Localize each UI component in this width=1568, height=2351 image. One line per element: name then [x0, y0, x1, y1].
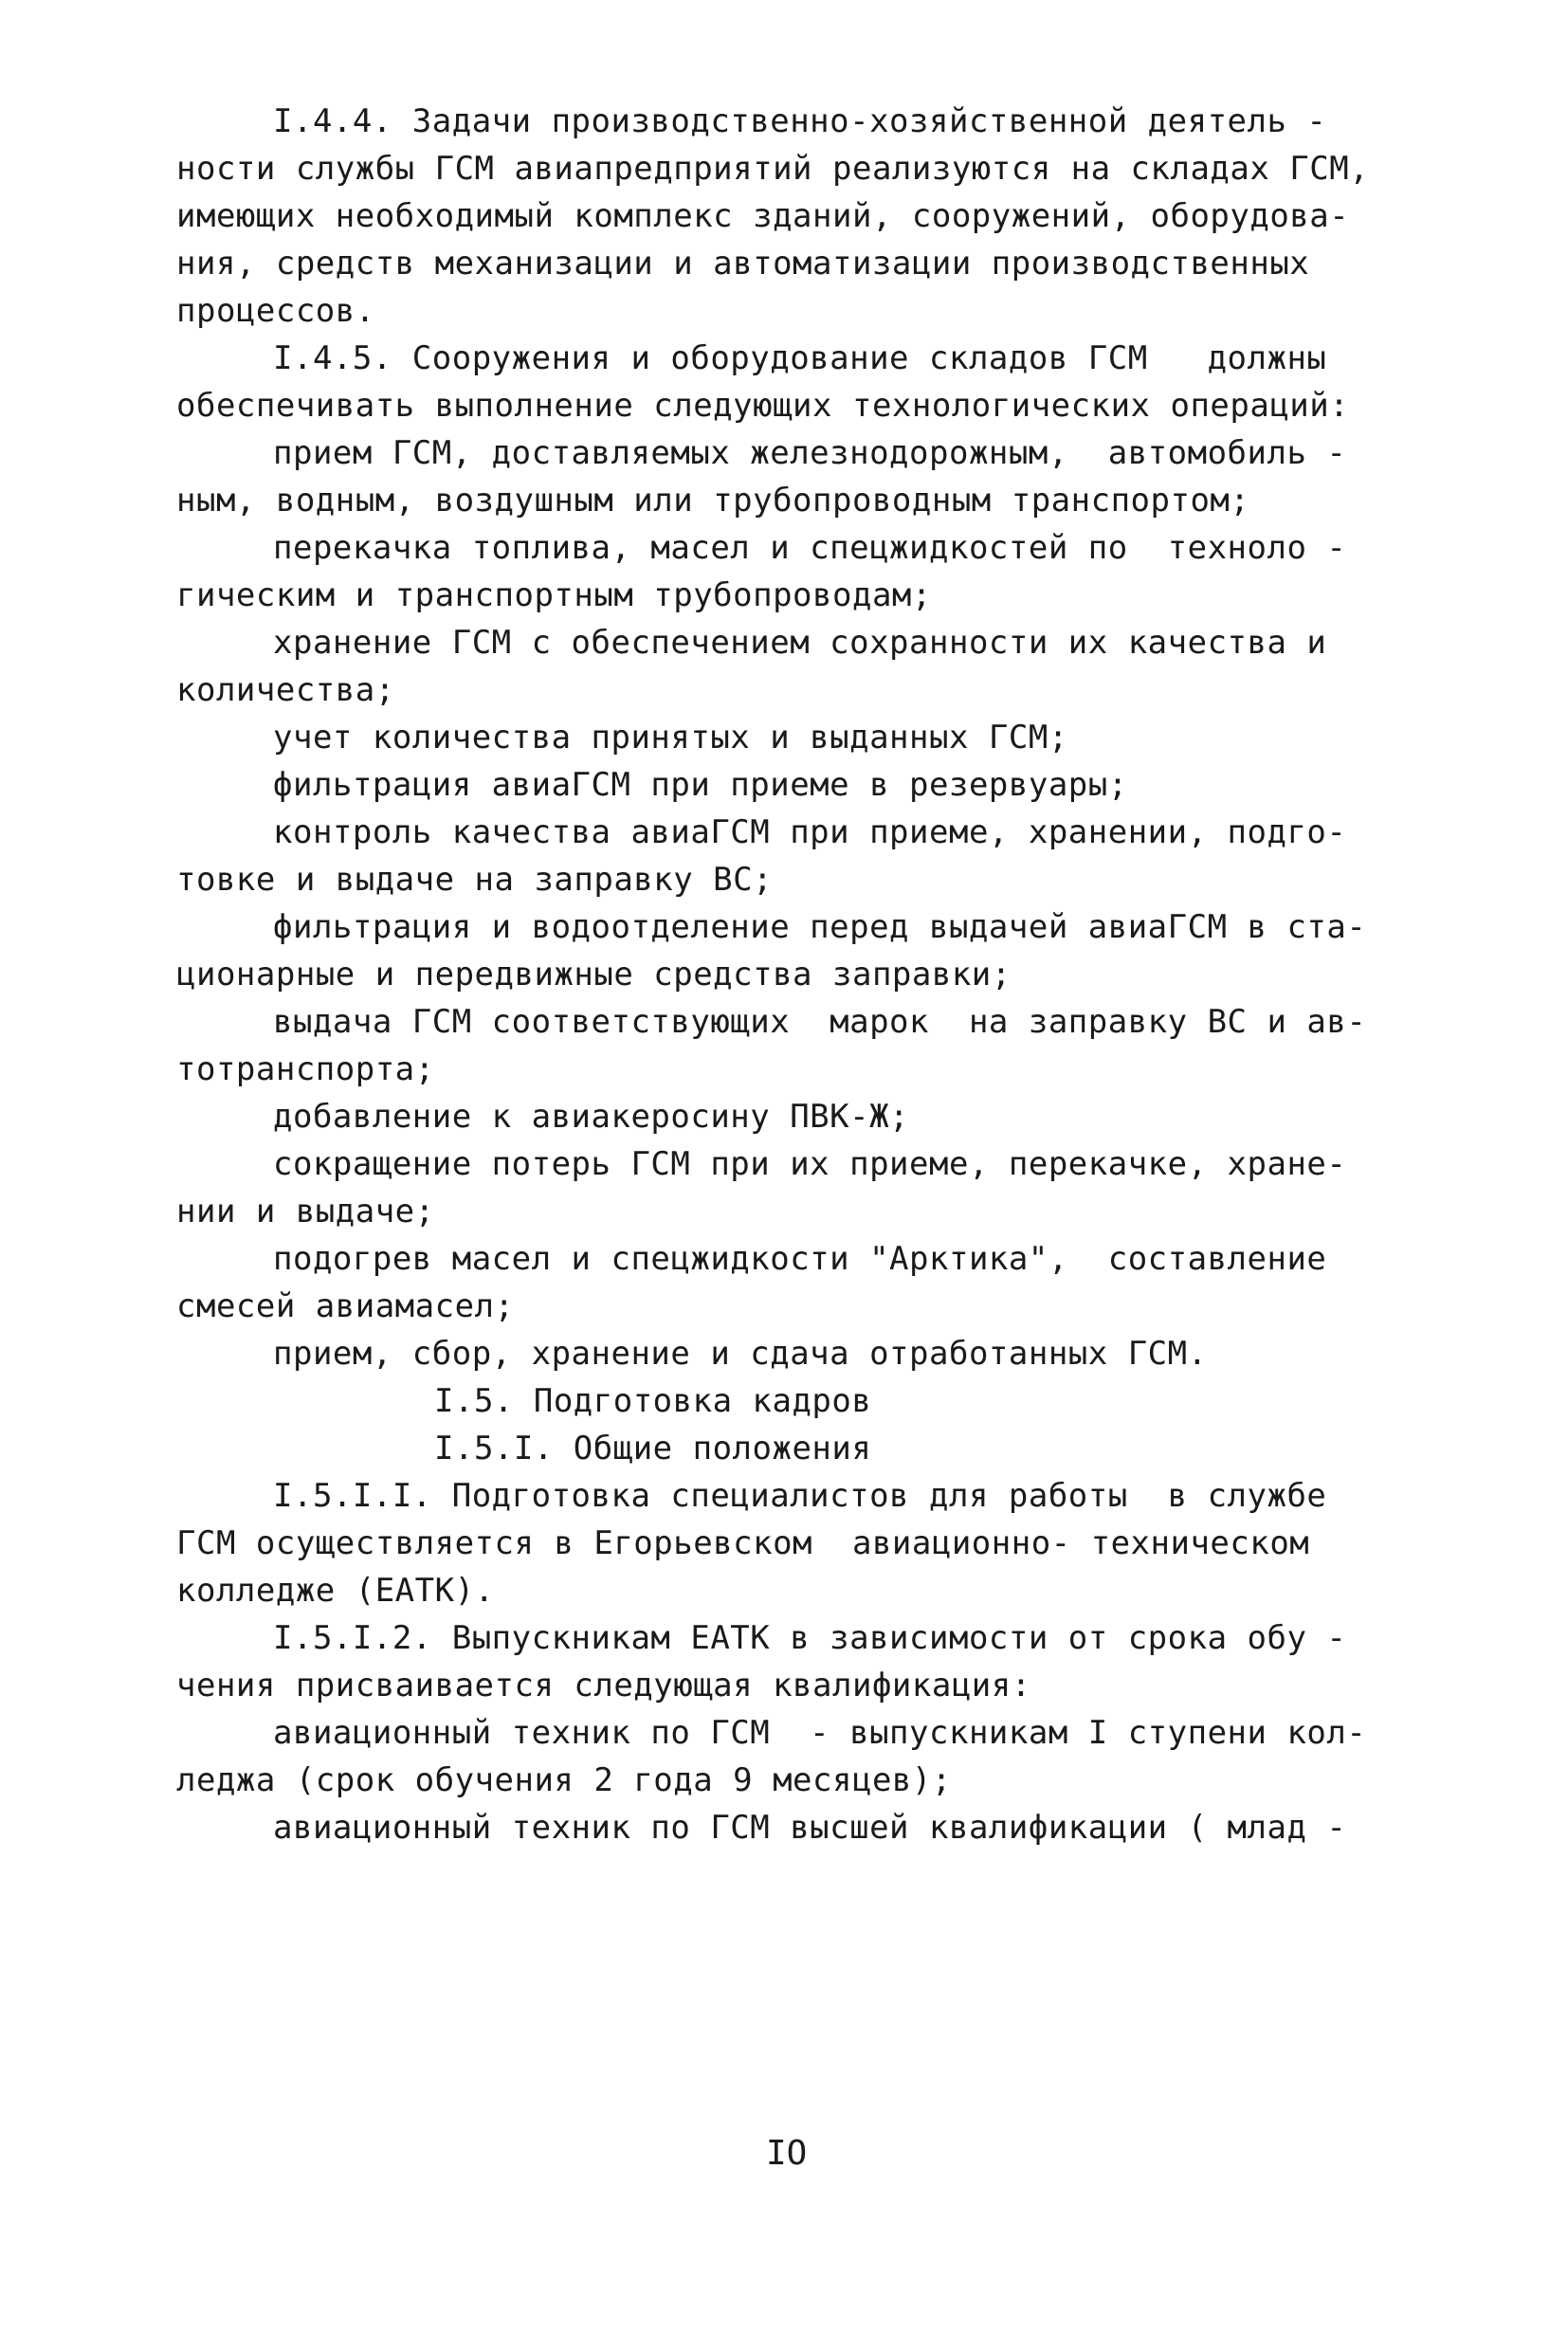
text-line: авиационный техник по ГСМ - выпускникам I ступени кол-: [273, 1714, 1367, 1752]
text-line: чения присваивается следующая квалификация:: [176, 1667, 1031, 1704]
text-line: процессов.: [176, 292, 375, 330]
text-line: ности службы ГСМ авиапредприятий реализуются на складах ГСМ,: [176, 150, 1370, 188]
text-line: I.4.5. Сооружения и оборудование складов ГСМ должны: [273, 339, 1327, 377]
text-line: ния, средств механизации и автоматизации производственных: [176, 245, 1310, 282]
subsection-heading: I.5.I. Общие положения: [434, 1430, 872, 1467]
text-line: тотранспорта;: [176, 1050, 435, 1088]
text-line: авиационный техник по ГСМ высшей квалификации ( млад -: [273, 1809, 1347, 1847]
text-line: гическим и транспортным трубопроводам;: [176, 576, 932, 614]
text-line: прием ГСМ, доставляемых железнодорожным, автомобиль -: [273, 434, 1347, 472]
text-line: подогрев масел и спецжидкости "Арктика", составление: [273, 1240, 1327, 1278]
text-line: сокращение потерь ГСМ при их приеме, перекачке, хране-: [273, 1145, 1347, 1183]
text-line: I.5.I.I. Подготовка специалистов для работы в службе: [273, 1477, 1327, 1515]
text-line: ционарные и передвижные средства заправки;: [176, 956, 1012, 993]
text-line: фильтрация и водоотделение перед выдачей авиаГСМ в ста-: [273, 908, 1367, 946]
text-line: фильтрация авиаГСМ при приеме в резервуары;: [273, 766, 1128, 804]
text-line: контроль качества авиаГСМ при приеме, хранении, подго-: [273, 813, 1347, 851]
text-line: ным, водным, воздушным или трубопроводным транспортом;: [176, 482, 1250, 519]
text-line: имеющих необходимый комплекс зданий, сооружений, оборудова-: [176, 197, 1350, 235]
text-line: смесей авиамасел;: [176, 1287, 515, 1325]
text-line: I.5.I.2. Выпускникам ЕАТК в зависимости от срока обу -: [273, 1619, 1347, 1657]
text-line: товке и выдаче на заправку ВС;: [176, 861, 774, 899]
text-line: учет количества принятых и выданных ГСМ;: [273, 719, 1068, 756]
text-line: нии и выдаче;: [176, 1193, 435, 1230]
text-line: хранение ГСМ с обеспечением сохранности их качества и: [273, 624, 1327, 662]
text-line: добавление к авиакеросину ПВК-Ж;: [273, 1098, 910, 1136]
page-number: IO: [766, 2134, 808, 2173]
text-line: I.4.4. Задачи производственно-хозяйственной деятель -: [273, 102, 1327, 140]
text-line: количества;: [176, 671, 395, 709]
text-line: леджа (срок обучения 2 года 9 месяцев);: [176, 1761, 952, 1799]
text-line: ГСМ осуществляется в Егорьевском авиационно- техническом: [176, 1524, 1310, 1562]
section-heading: I.5. Подготовка кадров: [434, 1382, 872, 1420]
text-line: выдача ГСМ соответствующих марок на заправку ВС и ав-: [273, 1003, 1367, 1041]
text-line: обеспечивать выполнение следующих технологических операций:: [176, 387, 1350, 425]
text-line: прием, сбор, хранение и сдача отработанных ГСМ.: [273, 1335, 1208, 1373]
text-line: колледже (ЕАТК).: [176, 1572, 495, 1610]
text-line: перекачка топлива, масел и спецжидкостей по техноло -: [273, 529, 1347, 567]
